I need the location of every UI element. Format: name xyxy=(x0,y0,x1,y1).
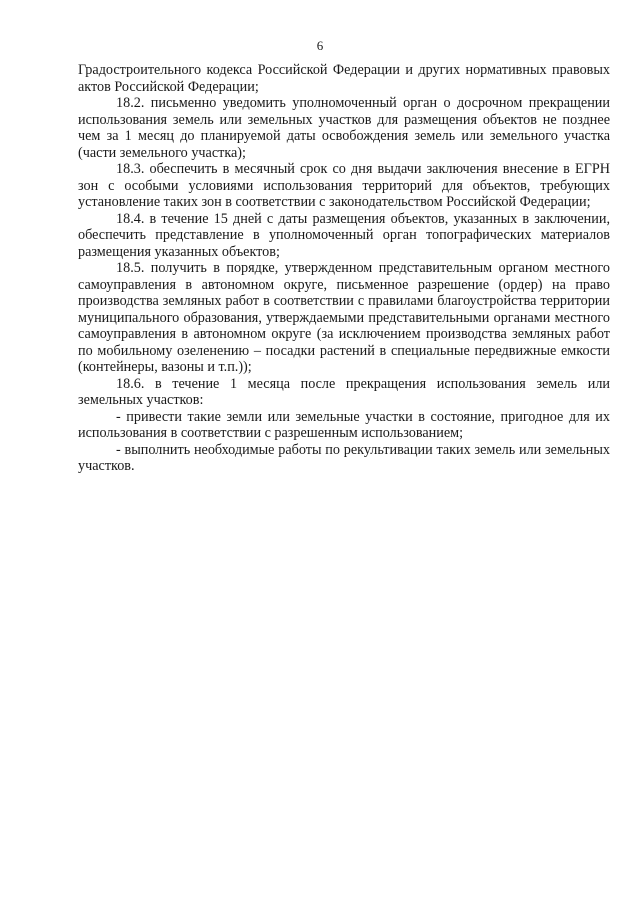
paragraph-18-5: 18.5. получить в порядке, утвержденном представительным органом местного самоуправления в автономном округе, письменное разрешение (ордер) на право производства земляных работ в соответствии с правилами благоустройства территории муниципального образования, утверждаемыми представительными органами местного самоуправления в автономном округе (за исключением производства земляных работ по мобильному озеленению – посадки растений в специальные передвижные емкости (контейнеры, вазоны и т.п.)); xyxy=(78,260,610,375)
page-number: 6 xyxy=(316,38,324,53)
list-item-recultivation: - выполнить необходимые работы по рекультивации таких земель или земельных участков. xyxy=(78,441,610,474)
document-body xyxy=(78,62,610,475)
paragraph-18-4: 18.4. в течение 15 дней с даты размещения объектов, указанных в заключении, обеспечить представление в уполномоченный орган топографических материалов размещения указанных объектов; xyxy=(78,210,610,260)
paragraph-18-2: 18.2. письменно уведомить уполномоченный орган о досрочном прекращении использования земель или земельных участков для размещения объектов не позднее чем за 1 месяц до планируемой даты освобождения земель или земельного участка (части земельного участка); xyxy=(78,95,610,161)
paragraph-continuation: Градостроительного кодекса Российской Федерации и других нормативных правовых актов Российской Федерации; xyxy=(78,62,610,95)
paragraph-18-6: 18.6. в течение 1 месяца после прекращения использования земель или земельных участков: xyxy=(78,375,610,408)
paragraph-18-3: 18.3. обеспечить в месячный срок со дня выдачи заключения внесение в ЕГРН зон с особыми условиями использования территорий для объектов, требующих установление таких зон в соответствии с законодательством Российской Федерации; xyxy=(78,161,610,210)
list-item-restore-land: - привести такие земли или земельные участки в состояние, пригодное для их использования в соответствии с разрешенным использованием; xyxy=(78,408,610,441)
